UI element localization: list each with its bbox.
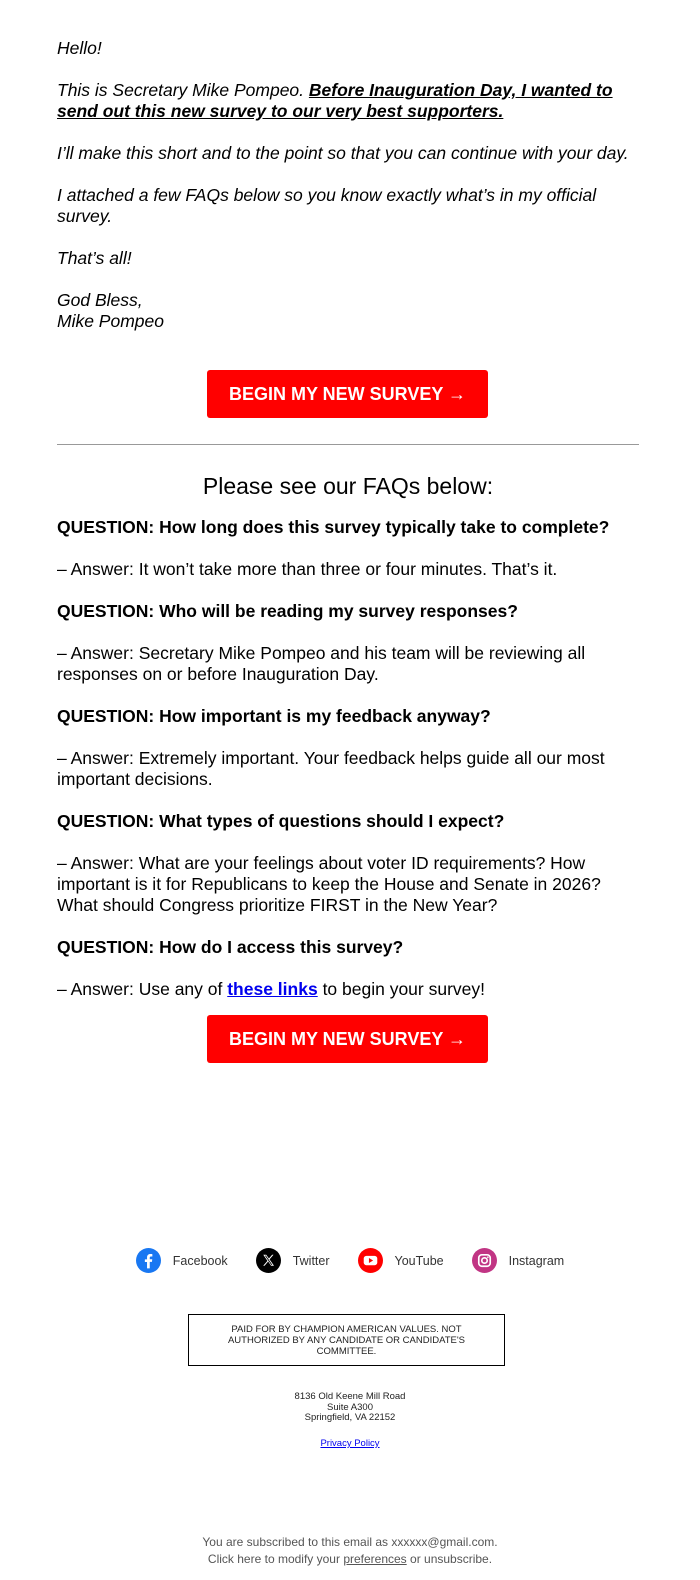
twitter-link[interactable] [256, 1248, 330, 1273]
preferences-link[interactable]: preferences [343, 1552, 407, 1566]
these-links-link[interactable]: these links [227, 979, 318, 999]
signoff-line-2: Mike Pompeo [57, 311, 164, 331]
address-line-2: Suite A300 [327, 1401, 373, 1413]
youtube-icon [358, 1248, 383, 1273]
x-twitter-icon [256, 1248, 281, 1273]
address-line-3: Springfield, VA 22152 [304, 1412, 396, 1423]
answer-text: – Answer: Use any of [57, 979, 228, 999]
faq-question: QUESTION: How do I access this survey? [57, 937, 404, 957]
subscription-footer [0, 1534, 700, 1568]
faq-question: QUESTION: How long does this survey typically take to complete? [57, 517, 610, 537]
paragraph-thats-all: That’s all! [57, 248, 132, 268]
divider [57, 444, 639, 445]
privacy-policy-link[interactable]: Privacy Policy [320, 1438, 380, 1449]
twitter-label: Twitter [292, 1253, 330, 1268]
faq-list [57, 517, 639, 1000]
faq-answer: – Answer: It won’t take more than three or four minutes. That’s it. [57, 559, 558, 579]
instagram-link[interactable] [472, 1248, 565, 1273]
faq-question: QUESTION: How important is my feedback anyway? [57, 706, 491, 726]
faq-answer [57, 979, 639, 1000]
paid-for-disclaimer: PAID FOR BY CHAMPION AMERICAN VALUES. NOT AUTHORIZED BY ANY CANDIDATE OR CANDIDATE'S COMMITTEE. [188, 1314, 505, 1366]
letter-body [57, 38, 639, 332]
paragraph-faqs: I attached a few FAQs below so you know exactly what’s in my official survey. [57, 185, 597, 226]
facebook-label: Facebook [172, 1253, 228, 1268]
subscribed-notice: You are subscribed to this email as xxxxxx@gmail.com. [202, 1535, 498, 1549]
faq-heading: Please see our FAQs below: [202, 473, 494, 499]
manage-subscription [0, 1551, 700, 1568]
youtube-label: YouTube [394, 1253, 444, 1268]
faq-answer: – Answer: What are your feelings about voter ID requirements? How important is it for Republicans to keep the House and Senate in 2026? What should Congress prioritize FIRST in the New Year? [57, 853, 601, 915]
greeting: Hello! [57, 38, 102, 58]
faq-answer: – Answer: Extremely important. Your feedback helps guide all our most important decisions. [57, 748, 605, 789]
mailing-address [0, 1392, 700, 1424]
facebook-link[interactable] [136, 1248, 228, 1273]
faq-answer: – Answer: Secretary Mike Pompeo and his team will be reviewing all responses on or before Inauguration Day. [57, 643, 586, 684]
intro-paragraph [57, 80, 639, 122]
signoff-line-1: God Bless, [57, 290, 143, 310]
faq-question: QUESTION: Who will be reading my survey responses? [57, 601, 518, 621]
address-line-1: 8136 Old Keene Mill Road [294, 1391, 406, 1402]
modify-text: Click here to modify your [207, 1552, 344, 1566]
faq-question: QUESTION: What types of questions should I expect? [57, 811, 505, 831]
instagram-icon [472, 1248, 497, 1273]
intro-highlight: Before Inauguration Day, I wanted to send out this new survey to our very best supporters. [57, 80, 613, 121]
paragraph-short: I’ll make this short and to the point so that you can continue with your day. [57, 143, 629, 163]
intro-text: This is Secretary Mike Pompeo. [57, 80, 309, 100]
instagram-label: Instagram [508, 1253, 565, 1268]
youtube-link[interactable] [358, 1248, 444, 1273]
begin-survey-button-bottom[interactable]: BEGIN MY NEW SURVEY → [207, 1015, 488, 1063]
unsubscribe-text: or unsubscribe. [406, 1552, 493, 1566]
facebook-icon [136, 1248, 161, 1273]
privacy-row [0, 1438, 700, 1449]
answer-text: to begin your survey! [317, 979, 486, 999]
social-links [0, 1248, 700, 1273]
begin-survey-button-top[interactable]: BEGIN MY NEW SURVEY → [207, 370, 488, 418]
